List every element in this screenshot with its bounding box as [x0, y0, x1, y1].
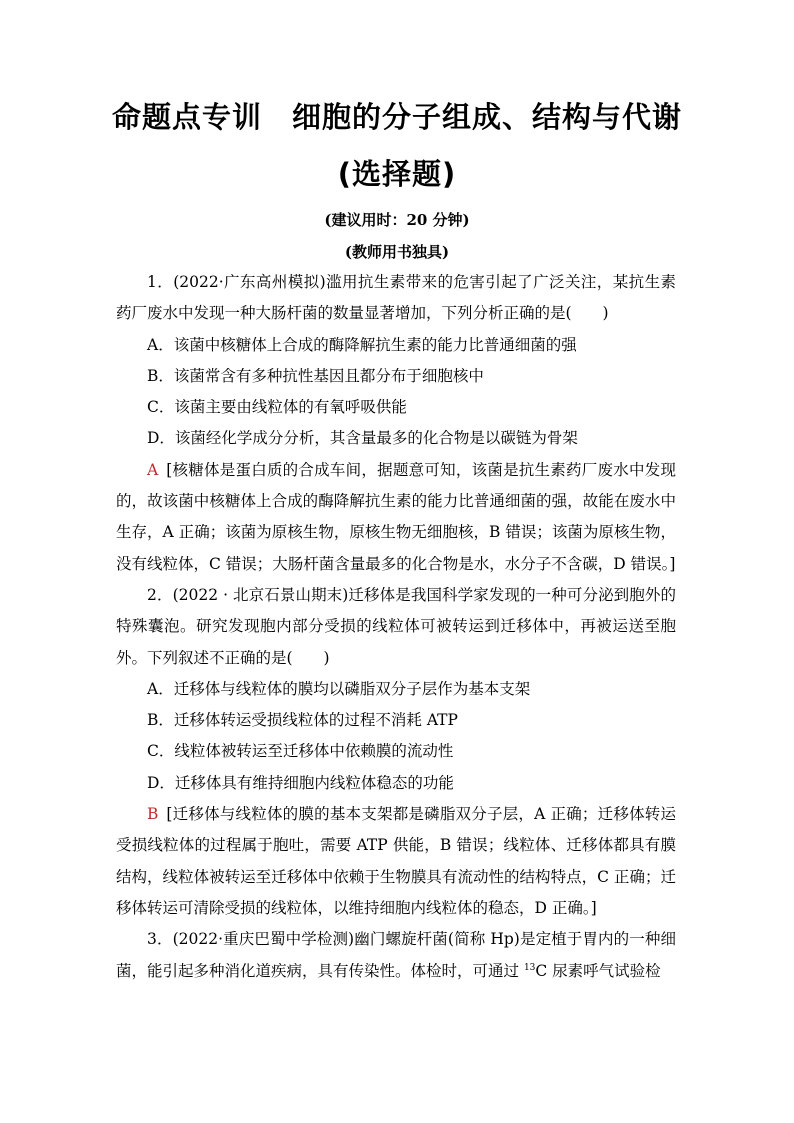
question-2-option-a: A．迁移体与线粒体的膜均以磷脂双分子层作为基本支架: [147, 679, 531, 698]
question-3-stem: [116, 924, 676, 987]
question-2-option-d: D．迁移体具有维持细胞内线粒体稳态的功能: [147, 773, 454, 792]
answer-explanation: [迁移体与线粒体的膜的基本支架都是磷脂双分子层，A 正确；迁移体转运受损线粒体的过程属于胞吐，需要 ATP 供能，B 错误；线粒体、迁移体都具有膜结构，线粒体被转运至迁移体中依赖于生物膜具有流动性的结构特点，C 正确；迁移体转运可清除受损的线粒体，以维持细胞内线粒体的稳态，D 正确。]: [116, 805, 676, 917]
suggested-time: (建议用时：20 分钟): [324, 211, 470, 229]
question-2-option-b: B．迁移体转运受损线粒体的过程不消耗 ATP: [147, 711, 458, 730]
question-1-option-b: B．该菌常含有多种抗性基因且都分布于细胞核中: [147, 366, 484, 385]
page-title: 命题点专训 细胞的分子组成、结构与代谢: [111, 100, 682, 134]
question-1-stem: 1．(2022·广东高州模拟)滥用抗生素带来的危害引起了广泛关注，某抗生素药厂废水中发现一种大肠杆菌的数量显著增加，下列分析正确的是( ): [116, 273, 676, 323]
question-3-stem-text: 3．(2022·重庆巴蜀中学检测)幽门螺旋杆菌(简称 Hp)是定植于胃内的一种细菌，能引起多种消化道疾病，具有传染性。体检时，可通过: [116, 930, 676, 980]
question-2-answer: [116, 799, 676, 924]
question-2-option-c: C．线粒体被转运至迁移体中依赖膜的流动性: [147, 742, 454, 761]
answer-explanation: [核糖体是蛋白质的合成车间，据题意可知，该菌是抗生素药厂废水中发现的，故该菌中核糖体上合成的酶降解抗生素的能力比普通细菌的强，故能在废水中生存，A 正确；该菌为原核生物，原核生物无细胞核，B 错误；该菌为原核生物，没有线粒体，C 错误；大肠杆菌含量最多的化合物是水，水分子不含碳，D 错误。]: [116, 460, 676, 573]
question-1-option-a: A．该菌中核糖体上合成的酶降解抗生素的能力比普通细菌的强: [147, 335, 577, 354]
question-2-stem: 2．(2022 · 北京石景山期末)迁移体是我国科学家发现的一种可分泌到胞外的特殊囊泡。研究发现胞内部分受损的线粒体可被转运到迁移体中，再被运送至胞外。下列叙述不正确的是( ): [116, 585, 676, 667]
isotope-mass-number: 13: [523, 962, 536, 973]
question-3-stem-text-cont: C 尿素呼气试验检: [535, 961, 661, 980]
answer-key: A: [147, 460, 159, 479]
question-list: [116, 267, 676, 987]
page-title-suffix: (选择题): [337, 157, 457, 191]
question-1-option-c: C．该菌主要由线粒体的有氧呼吸供能: [147, 398, 407, 417]
teacher-note: (教师用书独具): [344, 243, 450, 261]
question-1-answer: [116, 455, 676, 580]
question-1-option-d: D．该菌经化学成分分析，其含量最多的化合物是以碳链为骨架: [147, 429, 578, 448]
answer-key: B: [147, 805, 159, 824]
